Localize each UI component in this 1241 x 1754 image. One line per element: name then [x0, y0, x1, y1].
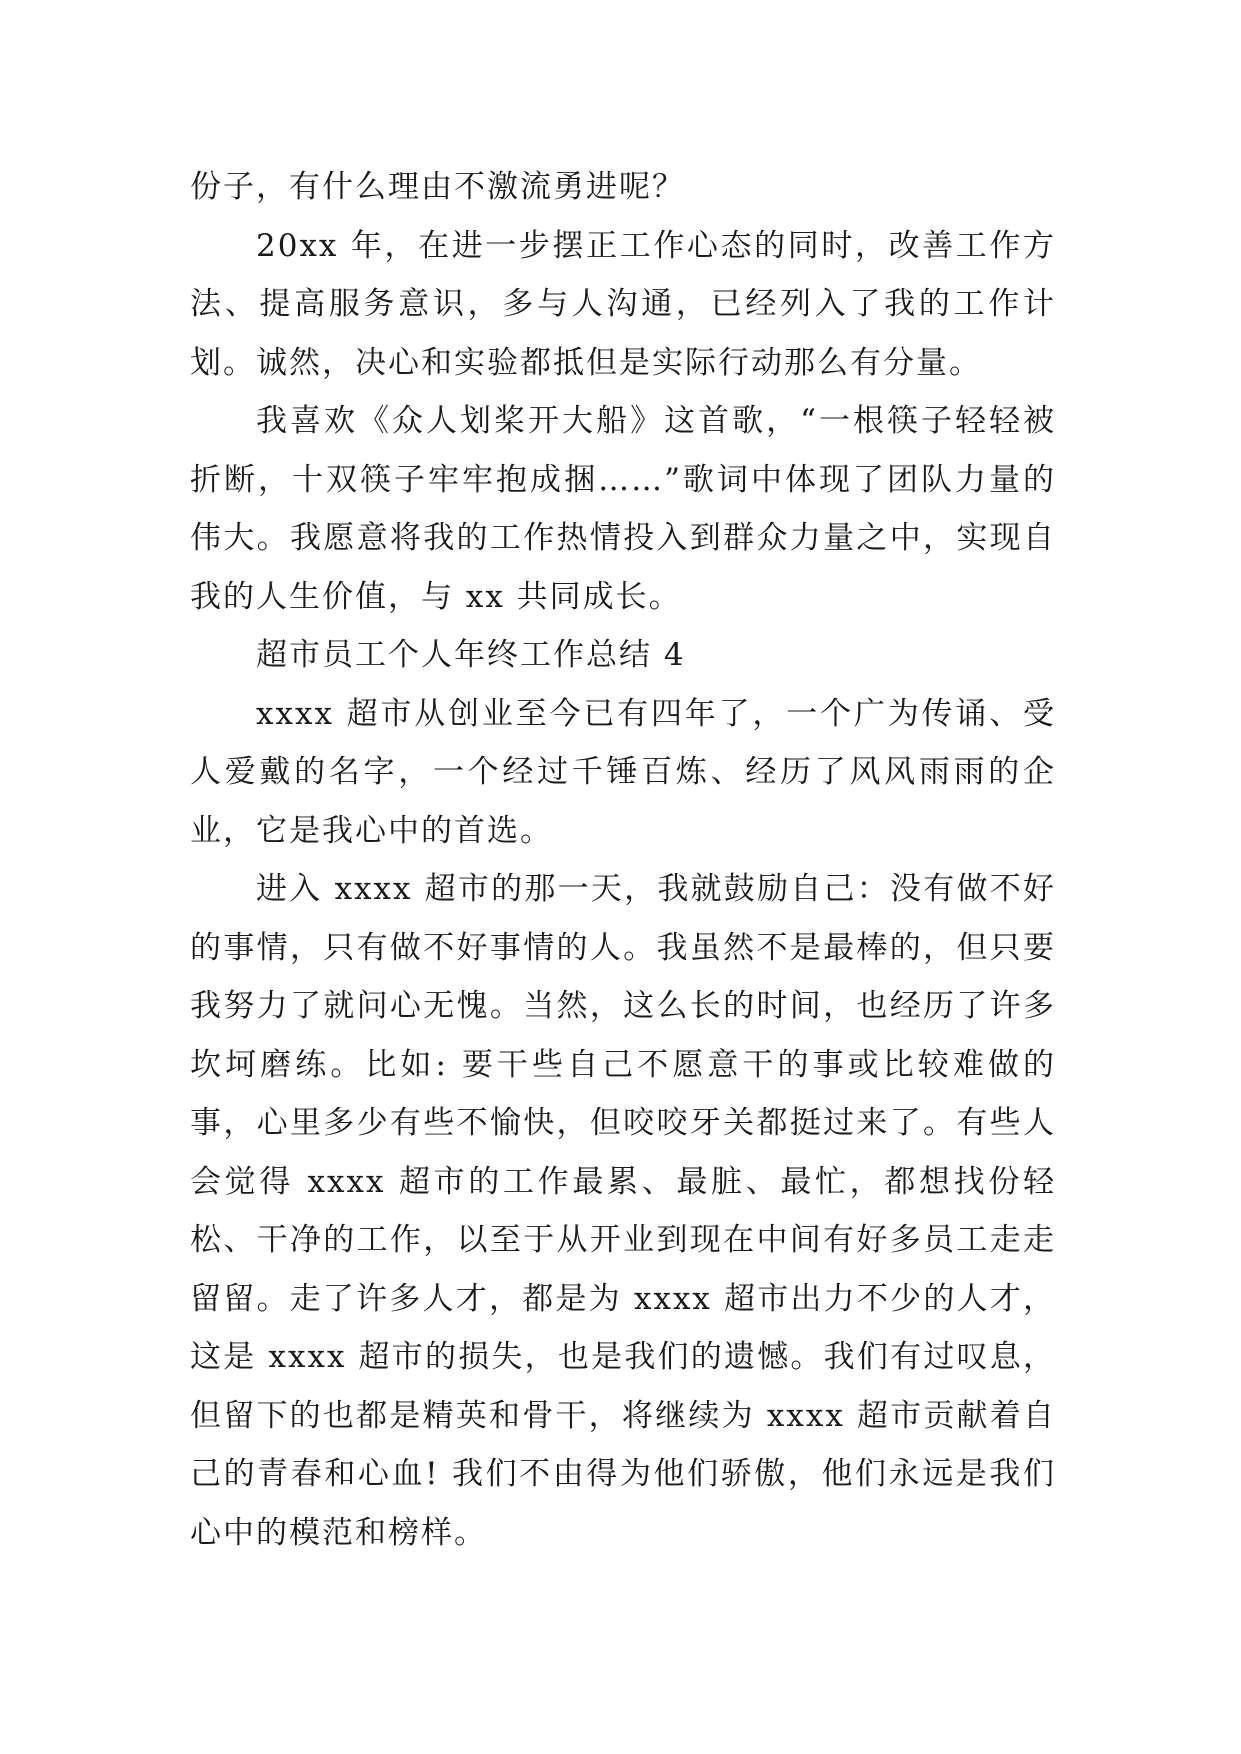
paragraph-continued: 份子，有什么理由不激流勇进呢？ — [190, 169, 685, 205]
paragraph-experience: 进入 xxxx 超市的那一天，我就鼓励自己：没有做不好的事情，只有做不好事情的人。我虽然不是最棒的，但只要我努力了就问心无愧。当然，这么长的时间，也经历了许多坎坷磨练。比如: 要干些自己不愿意干的事或比较难做的事，心里多少有些不愉快，但咬咬牙关都挺过来了。有些人会觉得 xxxx 超市的工作最累、最脏、最忙，都想找份轻松、干净的工作，以至于从开业到现在中间有好多员工走走留留。走了许多人才，都是为 xxxx 超市出力不少的人才，这是 xxxx 超市的损失，也是我们的遗憾。我们有过叹息，但留下的也都是精英和骨干，将继续为 xxxx 超市贡献着自己的青春和心血! 我们不由得为他们骄傲，他们永远是我们心中的模范和榜样。 — [190, 871, 1056, 1551]
document-body — [190, 158, 1056, 1562]
paragraph-song: 我喜欢《众人划桨开大船》这首歌，“一根筷子轻轻被折断，十双筷子牢牢抱成捆……”歌词中体现了团队力量的伟大。我愿意将我的工作热情投入到群众力量之中，实现自我的人生价值，与 xx 共同成长。 — [190, 403, 1056, 615]
paragraph-supermarket-intro: xxxx 超市从创业至今已有四年了，一个广为传诵、受人爱戴的名字，一个经过千锤百炼、经历了风风雨雨的企业，它是我心中的首选。 — [190, 695, 1056, 849]
section-heading: 超市员工个人年终工作总结 4 — [256, 637, 686, 673]
paragraph-work-plan: 20xx 年，在进一步摆正工作心态的同时，改善工作方法、提高服务意识，多与人沟通，已经列入了我的工作计划。诚然，决心和实验都抵但是实际行动那么有分量。 — [190, 227, 1056, 381]
